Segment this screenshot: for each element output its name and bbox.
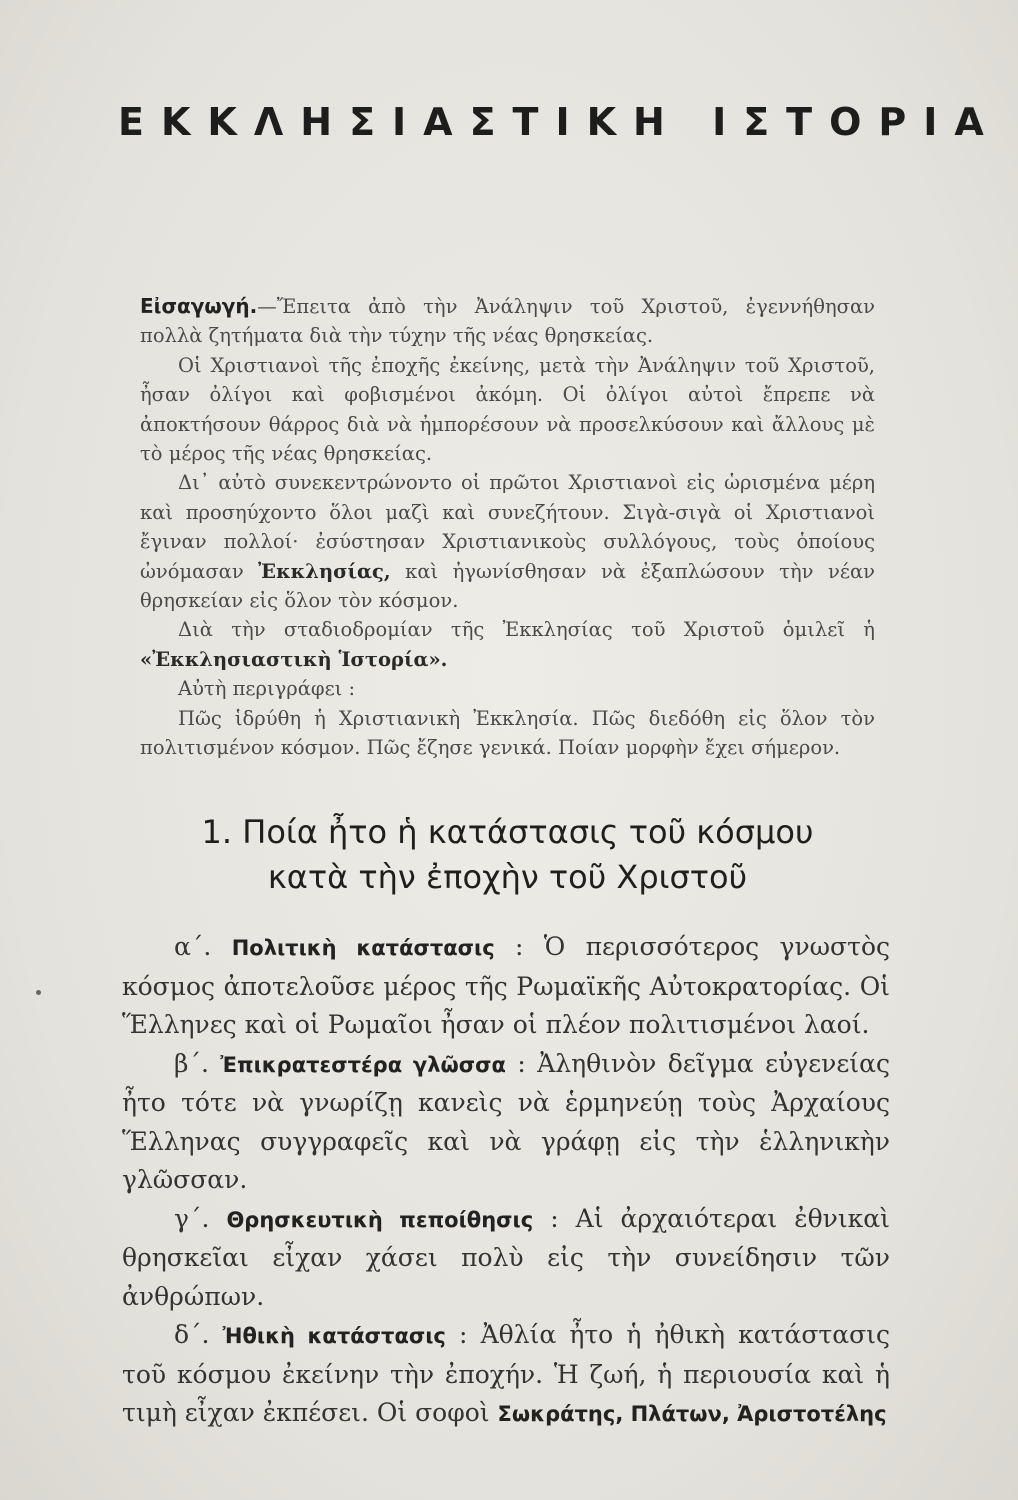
term-ekklisiastiki-istoria: «Ἐκκλησιαστικὴ Ἱστορία».: [140, 647, 448, 671]
point-term: Ἠθικὴ κατάστασις: [222, 1324, 446, 1348]
point-beta: [122, 1045, 890, 1200]
point-text: : Ἀληθινὸν δεῖγμα εὐγενείας ἦτο τότε νὰ γνωρίζῃ κανεὶς νὰ ἑρμηνεύῃ τοὺς Ἀρχαίους Ἕλληνας συγγραφεῖς καὶ νὰ γράφῃ εἰς τὴν ἑλληνικὴν γλῶσσαν.: [122, 1048, 890, 1194]
intro-lead: Εἰσαγωγή.: [140, 294, 258, 318]
points-list: [122, 928, 890, 1434]
point-gamma: [122, 1200, 890, 1317]
margin-dot-mark: [36, 990, 41, 995]
intro-paragraph-1: [140, 292, 875, 351]
intro-section: [140, 292, 875, 763]
intro-paragraph-4: [140, 615, 875, 674]
point-delta: [122, 1316, 890, 1434]
point-marker: β΄.: [174, 1048, 209, 1078]
intro-text-4a: Διὰ τὴν σταδιοδρομίαν τῆς Ἐκκλησίας τοῦ Χριστοῦ ὁμιλεῖ ἡ: [178, 618, 875, 642]
philosopher-names: Σωκράτης, Πλάτων, Ἀριστοτέλης: [497, 1402, 887, 1426]
intro-paragraph-3: [140, 468, 875, 615]
point-marker: α΄.: [174, 932, 212, 961]
point-text: : Αἱ ἀρχαιότεραι ἐθνικαὶ θρησκεῖαι εἶχαν χάσει πολὺ εἰς τὴν συνείδησιν τῶν ἀνθρώπων.: [122, 1203, 890, 1311]
point-text: : Ἀθλία ἦτο ἡ ἠθικὴ κατάστασις τοῦ κόσμου ἐκείνην τὴν ἐποχήν. Ἡ ζωή, ἡ περιουσία καὶ ἡ τιμὴ εἶχαν ἐκπέσει. Οἱ σοφοὶ: [122, 1320, 890, 1427]
point-alpha: [122, 928, 890, 1045]
running-title: ΕΚΚΛΗΣΙΑΣΤΙΚΗ ΙΣΤΟΡΙΑ: [118, 100, 1001, 144]
intro-text-1: —Ἔπειτα ἀπὸ τὴν Ἀνάληψιν τοῦ Χριστοῦ, ἐγεννήθησαν πολλὰ ζητήματα διὰ τὴν τύχην τῆς νέας θρησκείας.: [140, 295, 875, 348]
point-term: Θρησκευτικὴ πεποίθησις: [226, 1207, 534, 1232]
point-marker: γ΄.: [174, 1203, 210, 1233]
point-term: Ἐπικρατεστέρα γλῶσσα: [220, 1052, 506, 1077]
intro-text-3a: Δι᾽ αὐτὸ συνεκεντρώνοντο οἱ πρῶτοι Χριστιανοὶ εἰς ὡρισμένα μέρη καὶ προσηύχοντο ὅλοι μαζὶ καὶ συνεζήτουν. Σιγὰ-σιγὰ οἱ Χριστιανοὶ ἔγιναν πολλοί· ἐσύστησαν Χριστιανικοὺς συλλόγους, τοὺς ὁποίους ὠνόμασαν: [140, 471, 875, 583]
intro-paragraph-5: Αὐτὴ περιγράφει :: [178, 677, 356, 701]
point-marker: δ΄.: [174, 1320, 210, 1349]
intro-paragraph-2: Οἱ Χριστιανοὶ τῆς ἐποχῆς ἐκείνης, μετὰ τὴν Ἀνάληψιν τοῦ Χριστοῦ, ἦσαν ὀλίγοι καὶ φοβισμένοι ἀκόμη. Οἱ ὀλίγοι αὐτοὶ ἔπρεπε νὰ ἀποκτήσουν θάρρος διὰ νὰ ἠμπορέσουν νὰ προσελκύσουν καὶ ἄλλους μὲ τὸ μέρος τῆς νέας θρησκείας.: [140, 353, 875, 466]
section-heading-line-2: κατὰ τὴν ἐποχὴν τοῦ Χριστοῦ: [267, 858, 748, 896]
intro-text-3b: καὶ ἠγωνίσθησαν νὰ ἐξαπλώσουν τὴν νέαν θρησκείαν εἰς ὅλον τὸν κόσμον.: [140, 559, 875, 613]
point-term: Πολιτικὴ κατάστασις: [231, 936, 495, 960]
point-text: : Ὁ περισσότερος γνωστὸς κόσμος ἀποτελοῦσε μέρος τῆς Ρωμαϊκῆς Αὐτοκρατορίας. Οἱ Ἕλληνες καὶ οἱ Ρωμαῖοι ἦσαν οἱ πλέον πολιτισμένοι λαοί.: [122, 932, 890, 1039]
term-ekklisias: Ἐκκλησίας,: [258, 559, 391, 583]
intro-paragraph-6: Πῶς ἱδρύθη ἡ Χριστιανικὴ Ἐκκλησία. Πῶς διεδόθη εἰς ὅλον τὸν πολιτισμένον κόσμον. Πῶς ἔζησε γενικά. Ποίαν μορφὴν ἔχει σήμερον.: [140, 706, 875, 760]
section-heading-line-1: 1. Ποία ἦτο ἡ κατάστασις τοῦ κόσμου: [201, 813, 814, 851]
section-heading: [140, 810, 875, 900]
